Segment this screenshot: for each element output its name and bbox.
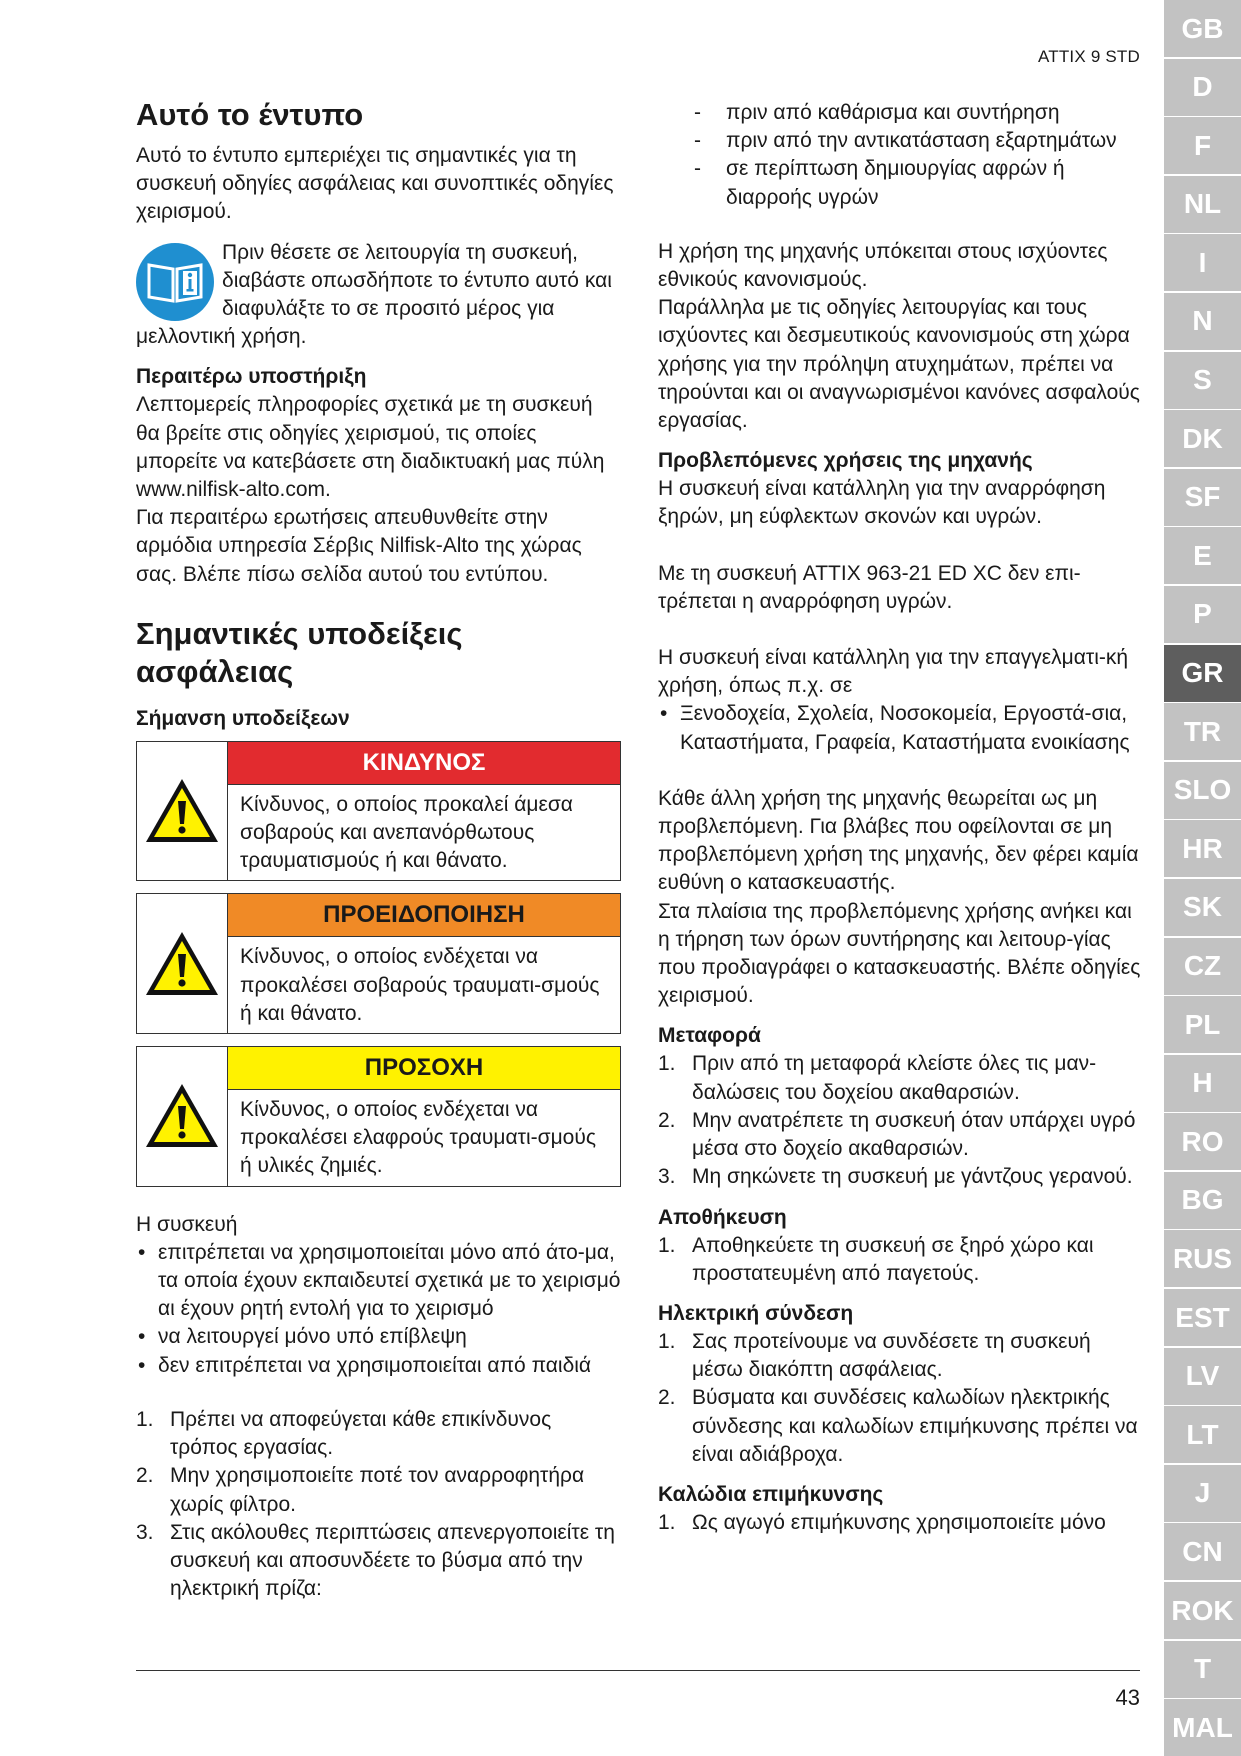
lang-tab-f[interactable]: F (1164, 117, 1241, 174)
lang-tab-ro[interactable]: RO (1164, 1113, 1241, 1170)
device-intro: Η συσκευή (136, 1212, 238, 1236)
list-item: • να λειτουργεί μόνο υπό επίβλεψη (136, 1323, 621, 1351)
list-item (658, 1384, 1143, 1469)
lang-tab-est[interactable]: EST (1164, 1289, 1241, 1346)
safety-numbered-list (136, 1406, 621, 1603)
extension-heading: Καλώδια επιμήκυνσης (658, 1482, 884, 1506)
list-item-text: Πρέπει να αποφεύγεται κάθε επικίνδυνος τρόπος εργασίας. (170, 1407, 552, 1460)
lang-tab-dk[interactable]: DK (1164, 410, 1241, 467)
other-use-text-1: Κάθε άλλη χρήση της μηχανής θεωρείται ως μη προβλεπόμενη. Για βλάβες που οφείλονται σε μη προβλεπόμενη χρήση της μηχανής, δεν φέρει καμία ευθύνη ο κατασκευαστής. (658, 786, 1139, 895)
lang-tab-slo[interactable]: SLO (1164, 762, 1241, 819)
warning-label: ΚΙΝΔΥΝΟΣ (228, 742, 620, 785)
support-text-1: Λεπτομερείς πληροφορίες σχετικά με τη συσκευή θα βρείτε στις οδηγίες χειρισμού, τις οποίες μπορείτε να κατεβάσετε στη διαδικτυακή μας πύλη www.nilfisk-alto.com. (136, 393, 605, 502)
lang-tab-gr[interactable]: GR (1164, 645, 1241, 702)
list-item: - πριν από καθάρισμα και συντήρηση (690, 99, 1143, 127)
right-column (658, 99, 1143, 1537)
lang-tab-hr[interactable]: HR (1164, 820, 1241, 877)
list-item (658, 1509, 1143, 1537)
transport-heading: Μεταφορά (658, 1024, 761, 1048)
intended-use-text-2: Με τη συσκευή ATTIX 963-21 ED XC δεν επι-τρέπεται η αναρρόφηση υγρών. (658, 561, 1081, 613)
electrical-list (658, 1328, 1143, 1469)
list-item-number: 2. (658, 1386, 676, 1410)
list-item-number: 2. (136, 1464, 154, 1488)
warning-box-danger (136, 741, 621, 882)
list-item: • Ξενοδοχεία, Σχολεία, Νοσοκομεία, Εργοστά-σια, Καταστήματα, Γραφεία, Καταστήματα ενοικίασης (658, 700, 1143, 756)
read-manual-icon (136, 243, 214, 321)
support-text-2: Για περαιτέρω ερωτήσεις απευθυνθείτε στην αρμόδια υπηρεσία Σέρβις Nilfisk-Alto της χώρας σας. Βλέπε πίσω σελίδα αυτού του εντύπου. (136, 506, 582, 586)
warning-label: ΠΡΟΣΟΧΗ (228, 1047, 620, 1090)
lang-tab-nl[interactable]: NL (1164, 176, 1241, 233)
extension-list (658, 1509, 1143, 1537)
disconnect-cases-list (690, 99, 1143, 212)
storage-heading: Αποθήκευση (658, 1205, 787, 1229)
lang-tab-cn[interactable]: CN (1164, 1523, 1241, 1580)
lang-tab-j[interactable]: J (1164, 1465, 1241, 1522)
list-item-text: Βύσματα και συνδέσεις καλωδίων ηλεκτρικής σύνδεσης και καλωδίων επιμήκυνσης πρέπει να είναι αδιάβροχα. (692, 1386, 1138, 1466)
lang-tab-d[interactable]: D (1164, 59, 1241, 116)
intended-use-text-3: Η συσκευή είναι κατάλληλη για την επαγγελματι-κή χρήση, όπως π.χ. σε (658, 646, 1129, 698)
lang-tab-s[interactable]: S (1164, 352, 1241, 409)
warning-text: Κίνδυνος, ο οποίος ενδέχεται να προκαλέσει ελαφρούς τραυματι-σμούς ή υλικές ζημιές. (240, 1098, 596, 1178)
safety-title: Σημαντικές υποδείξεις ασφάλειας (136, 615, 463, 689)
list-item (658, 1050, 1143, 1106)
list-item-text: Αποθηκεύετε τη συσκευή σε ξηρό χώρο και προστατευμένη από παγετούς. (692, 1233, 1094, 1285)
storage-list (658, 1232, 1143, 1288)
list-item-text: Ως αγωγό επιμήκυνσης χρησιμοποιείτε μόνο (692, 1510, 1106, 1534)
language-tabs (1164, 0, 1241, 1755)
warning-label: ΠΡΟΕΙΔΟΠΟΙΗΣΗ (228, 894, 620, 937)
list-item-number: 1. (658, 1510, 676, 1534)
list-item: • επιτρέπεται να χρησιμοποιείται μόνο από άτο-μα, τα οποία έχουν εκπαιδευτεί σχετικά με το χειρισμό αι έχουν ρητή εντολή για το χειρισμό (136, 1239, 621, 1324)
list-item (658, 1163, 1143, 1191)
lang-tab-bg[interactable]: BG (1164, 1172, 1241, 1229)
lang-tab-rok[interactable]: ROK (1164, 1582, 1241, 1639)
lang-tab-mal[interactable]: MAL (1164, 1699, 1241, 1756)
list-item (136, 1406, 621, 1462)
document-header-title: ATTIX 9 STD (1037, 47, 1140, 66)
intended-use-bullets (658, 700, 1143, 756)
list-item: - σε περίπτωση δημιουργίας αφρών ή διαρροής υγρών (690, 155, 1143, 211)
lang-tab-tr[interactable]: TR (1164, 703, 1241, 760)
read-manual-text: Πριν θέσετε σε λειτουργία τη συσκευή, διαβάστε οπωσδήποτε το έντυπο αυτό και διαφυλάξτε το σε προσιτό μέρος για μελλοντική χρήση. (136, 240, 612, 349)
list-item (136, 1462, 621, 1518)
warning-triangle-icon (137, 742, 228, 881)
warning-boxes (136, 741, 621, 1187)
list-item-number: 3. (658, 1165, 676, 1189)
list-item-number: 1. (658, 1329, 676, 1353)
list-item (658, 1328, 1143, 1384)
lang-tab-sf[interactable]: SF (1164, 469, 1241, 526)
warning-text: Κίνδυνος, ο οποίος ενδέχεται να προκαλέσει σοβαρούς τραυματι-σμούς ή και θάνατο. (240, 945, 600, 1025)
lang-tab-t[interactable]: T (1164, 1641, 1241, 1698)
lang-tab-sk[interactable]: SK (1164, 879, 1241, 936)
list-item: - πριν από την αντικατάσταση εξαρτημάτων (690, 127, 1143, 155)
section-title-this-document: Αυτό το έντυπο (136, 97, 364, 132)
list-item-number: 3. (136, 1520, 154, 1544)
list-item (658, 1232, 1143, 1288)
lang-tab-pl[interactable]: PL (1164, 996, 1241, 1053)
regulations-text-2: Παράλληλα με τις οδηγίες λειτουργίας και τους ισχύοντες και δεσμευτικούς κανονισμούς στη χώρα χρήσης για την πρόληψη ατυχημάτων, πρέπει να τηρούνται και οι αναγνωρισμένοι κανόνες ασφαλούς εργασίας. (658, 296, 1140, 433)
list-item-number: 1. (658, 1052, 676, 1076)
warning-text: Κίνδυνος, ο οποίος προκαλεί άμεσα σοβαρούς και ανεπανόρθωτους τραυματισμούς ή και θάνατο. (240, 792, 573, 873)
page-number: 43 (1115, 1685, 1140, 1710)
intended-use-heading: Προβλεπόμενες χρήσεις της μηχανής (658, 449, 1033, 473)
list-item (658, 1107, 1143, 1163)
list-item (136, 1519, 621, 1604)
lang-tab-i[interactable]: I (1164, 234, 1241, 291)
intro-paragraph: Αυτό το έντυπο εμπεριέχει τις σημαντικές για τη συσκευή οδηγίες ασφάλειας και συνοπτικές οδηγίες χειρισμού. (136, 144, 614, 224)
list-item-text: Πριν από τη μεταφορά κλείστε όλες τις μαν-δαλώσεις του δοχείου ακαθαρσιών. (692, 1052, 1097, 1104)
lang-tab-lt[interactable]: LT (1164, 1406, 1241, 1463)
warning-triangle-icon (137, 1047, 228, 1186)
footer-rule (136, 1670, 1140, 1671)
warning-triangle-icon (137, 894, 228, 1033)
warning-box-warning (136, 893, 621, 1034)
intended-use-text-1: Η συσκευή είναι κατάλληλη για την αναρρόφηση ξηρών, μη εύφλεκτων σκονών και υγρών. (658, 477, 1106, 529)
list-item-text: Σας προτείνουμε να συνδέσετε τη συσκευή μέσω διακόπτη ασφάλειας. (692, 1329, 1091, 1382)
list-item: • δεν επιτρέπεται να χρησιμοποιείται από παιδιά (136, 1352, 621, 1380)
lang-tab-rus[interactable]: RUS (1164, 1230, 1241, 1287)
list-item-text: Μην ανατρέπετε τη συσκευή όταν υπάρχει υγρό μέσα στο δοχείο ακαθαρσιών. (692, 1108, 1136, 1161)
signs-heading: Σήμανση υποδείξεων (136, 706, 350, 730)
list-item-text: Μην χρησιμοποιείτε ποτέ τον αναρροφητήρα χωρίς φίλτρο. (170, 1464, 585, 1516)
list-item-number: 1. (658, 1233, 676, 1257)
lang-tab-lv[interactable]: LV (1164, 1348, 1241, 1405)
other-use-text-2: Στα πλαίσια της προβλεπόμενης χρήσης ανήκει και η τήρηση των όρων συντήρησης και λειτουρ-γίας που προδιαγράφει ο κατασκευαστής. Βλέπε οδηγίες χειρισμού. (658, 899, 1141, 1008)
support-heading: Περαιτέρω υποστήριξη (136, 365, 367, 389)
lang-tab-h[interactable]: H (1164, 1055, 1241, 1112)
list-item-text: Στις ακόλουθες περιπτώσεις απενεργοποιείτε τη συσκευή και αποσυνδέετε το βύσμα από την ηλεκτρική πρίζα: (170, 1520, 615, 1601)
lang-tab-gb[interactable]: GB (1164, 0, 1241, 57)
lang-tab-e[interactable]: E (1164, 527, 1241, 584)
lang-tab-p[interactable]: P (1164, 586, 1241, 643)
list-item-number: 1. (136, 1407, 154, 1431)
warning-box-caution (136, 1046, 621, 1187)
electrical-heading: Ηλεκτρική σύνδεση (658, 1301, 854, 1325)
device-bullet-list (136, 1239, 621, 1380)
lang-tab-cz[interactable]: CZ (1164, 938, 1241, 995)
regulations-text-1: Η χρήση της μηχανής υπόκειται στους ισχύοντες εθνικούς κανονισμούς. (658, 239, 1108, 292)
list-item-text: Μη σηκώνετε τη συσκευή με γάντζους γερανού. (692, 1165, 1133, 1189)
transport-list (658, 1050, 1143, 1191)
read-manual-notice (136, 239, 621, 352)
list-item-number: 2. (658, 1108, 676, 1132)
lang-tab-n[interactable]: N (1164, 293, 1241, 350)
left-column (136, 96, 621, 1603)
